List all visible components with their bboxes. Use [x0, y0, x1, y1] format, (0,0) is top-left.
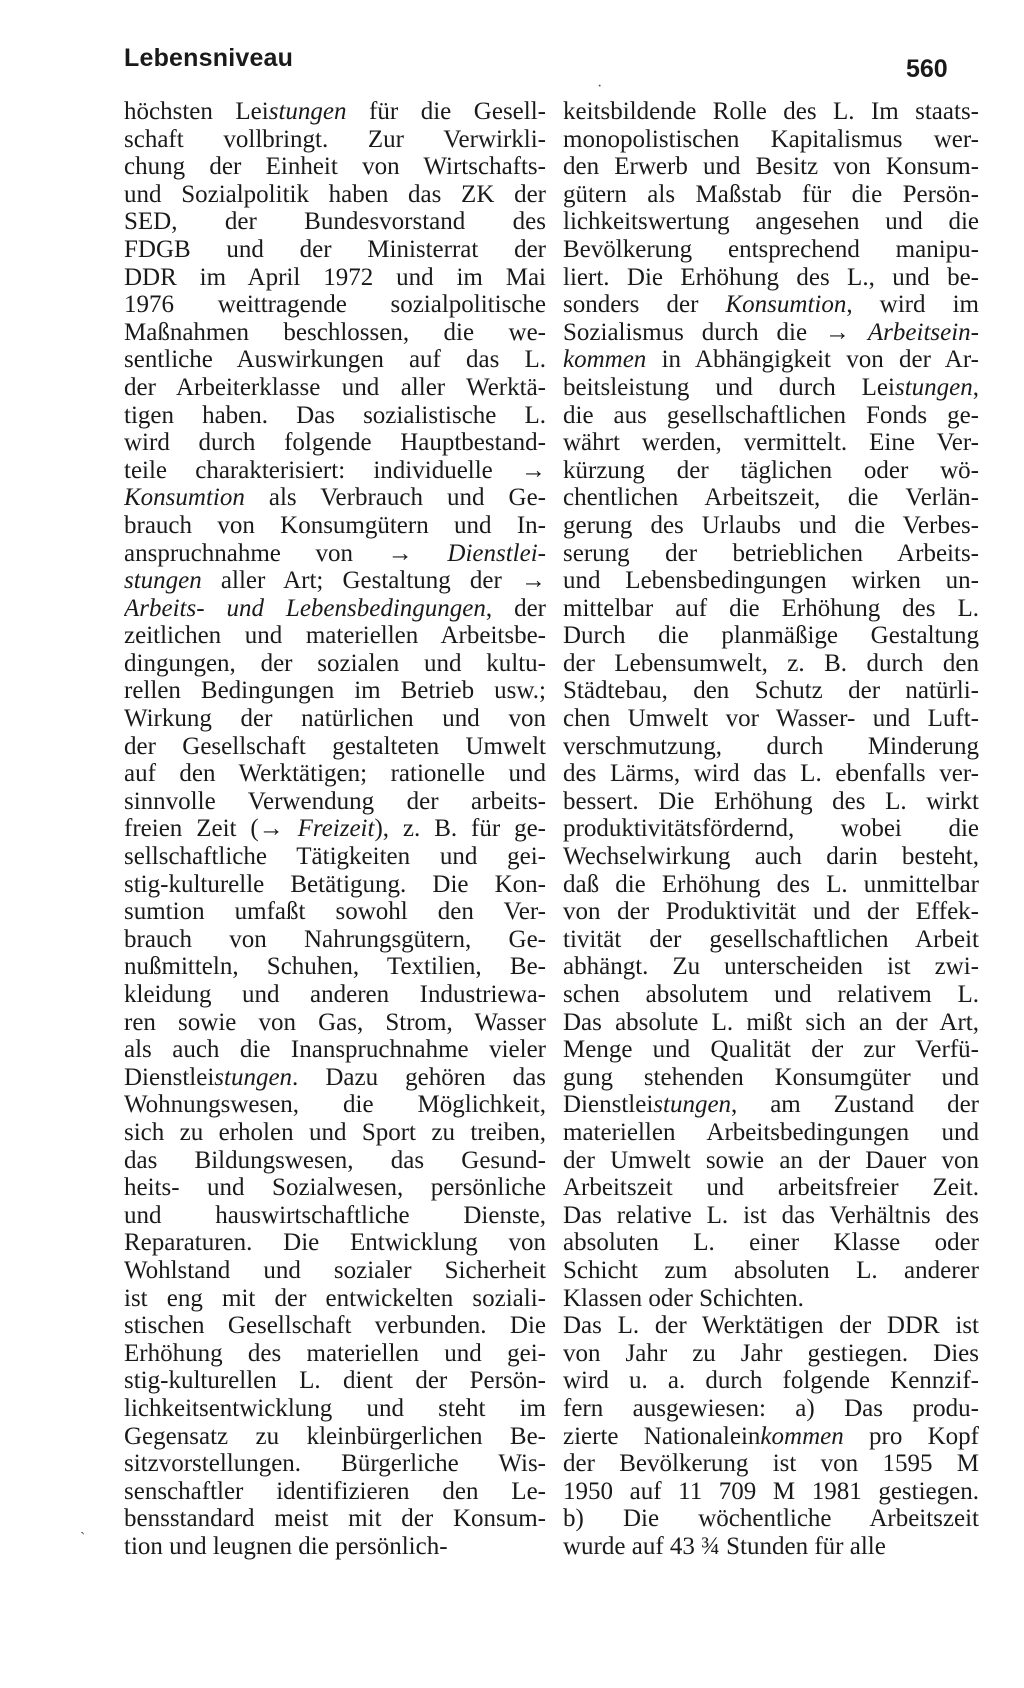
text-line: Arbeits- und Lebensbedingungen, der: [124, 594, 546, 622]
text-line: verschmutzung, durch Minderung: [563, 732, 979, 760]
text-line: bessert. Die Erhöhung des L. wirkt: [563, 787, 979, 815]
text-line: absoluten L. einer Klasse oder: [563, 1229, 979, 1257]
text-line: senschaftler identifizieren den Le-: [124, 1477, 546, 1505]
text-line: Wechselwirkung auch darin besteht,: [563, 843, 979, 871]
text-line: tion und leugnen die persönlich-: [124, 1532, 448, 1560]
text-line: Klassen oder Schichten.: [563, 1284, 804, 1312]
text-line: beitsleistung und durch Leistungen,: [563, 373, 979, 401]
text-line: Reparaturen. Die Entwicklung von: [124, 1229, 546, 1257]
page-number: 560: [906, 55, 948, 83]
text-line: wird durch folgende Hauptbestand-: [124, 429, 546, 457]
margin-tick: ˋ: [80, 1530, 86, 1547]
text-line: freien Zeit (→ Freizeit), z. B. für ge-: [124, 815, 546, 843]
text-line: das Bildungswesen, das Gesund-: [124, 1146, 546, 1174]
text-line: Dienstleistungen. Dazu gehören das: [124, 1063, 546, 1091]
text-line: stig-kulturellen L. dient der Persön-: [124, 1367, 546, 1395]
text-line: chung der Einheit von Wirtschafts-: [124, 153, 546, 181]
text-line: Konsumtion als Verbrauch und Ge-: [124, 484, 546, 512]
text-line: brauch von Konsumgütern und In-: [124, 511, 546, 539]
text-line: Das absolute L. mißt sich an der Art,: [563, 1008, 979, 1036]
text-line: mittelbar auf die Erhöhung des L.: [563, 594, 979, 622]
text-line: gütern als Maßstab für die Persön-: [563, 180, 979, 208]
text-line: Städtebau, den Schutz der natürli-: [563, 677, 979, 705]
text-line: wird u. a. durch folgende Kennzif-: [563, 1367, 979, 1395]
text-line: als auch die Inanspruchnahme vieler: [124, 1036, 546, 1064]
text-line: heits- und Sozialwesen, persönliche: [124, 1174, 546, 1202]
text-line: schaft vollbringt. Zur Verwirkli-: [124, 125, 546, 153]
text-line: serung der betrieblichen Arbeits-: [563, 539, 979, 567]
text-line: der Gesellschaft gestalteten Umwelt: [124, 732, 546, 760]
text-line: Durch die planmäßige Gestaltung: [563, 622, 979, 650]
text-line: und Sozialpolitik haben das ZK der: [124, 180, 546, 208]
text-line: Menge und Qualität der zur Verfü-: [563, 1036, 979, 1064]
text-line: schen absolutem und relativem L.: [563, 981, 979, 1008]
text-line: gung stehenden Konsumgüter und: [563, 1063, 979, 1091]
text-line: kommen in Abhängigkeit von der Ar-: [563, 346, 979, 374]
text-line: kürzung der täglichen oder wö-: [563, 456, 979, 484]
text-line: kleidung und anderen Industriewa-: [124, 981, 546, 1008]
text-line: sonders der Konsumtion, wird im: [563, 291, 979, 319]
text-line: Wirkung der natürlichen und von: [124, 705, 546, 733]
text-line: Maßnahmen beschlossen, die we-: [124, 318, 546, 346]
text-line: von der Produktivität und der Effek-: [563, 898, 979, 926]
text-line: gerung des Urlaubs und die Verbes-: [563, 511, 979, 539]
text-line: sinnvolle Verwendung der arbeits-: [124, 787, 546, 815]
text-line: brauch von Nahrungsgütern, Ge-: [124, 925, 546, 953]
text-line: sumtion umfaßt sowohl den Ver-: [124, 898, 546, 926]
text-line: höchsten Leistungen für die Gesell-: [124, 98, 546, 125]
text-line: 1950 auf 11 709 M 1981 gestiegen.: [563, 1477, 979, 1505]
text-line: sitzvorstellungen. Bürgerliche Wis-: [124, 1450, 546, 1478]
text-line: währt werden, vermittelt. Eine Ver-: [563, 429, 979, 457]
margin-dot: ·: [597, 78, 603, 95]
text-line: des Lärms, wird das L. ebenfalls ver-: [563, 760, 979, 788]
text-line: Erhöhung des materiellen und gei-: [124, 1339, 546, 1367]
text-line: lichkeitswertung angesehen und die: [563, 208, 979, 236]
text-line: nußmitteln, Schuhen, Textilien, Be-: [124, 953, 546, 981]
text-line: bensstandard meist mit der Konsum-: [124, 1505, 546, 1533]
text-line: keitsbildende Rolle des L. Im staats-: [563, 98, 979, 125]
text-line: FDGB und der Ministerrat der: [124, 235, 546, 263]
text-line: abhängt. Zu unterscheiden ist zwi-: [563, 953, 979, 981]
text-line: den Erwerb und Besitz von Konsum-: [563, 153, 979, 181]
text-line: tigen haben. Das sozialistische L.: [124, 401, 546, 429]
text-line: Sozialismus durch die → Arbeitsein-: [563, 318, 979, 346]
text-line: der Bevölkerung ist von 1595 M: [563, 1450, 979, 1478]
text-line: und Lebensbedingungen wirken un-: [563, 567, 979, 595]
text-line: von Jahr zu Jahr gestiegen. Dies: [563, 1339, 979, 1367]
text-line: b) Die wöchentliche Arbeitszeit: [563, 1505, 979, 1533]
running-head: Lebensniveau: [124, 44, 294, 72]
text-line: Arbeitszeit und arbeitsfreier Zeit.: [563, 1174, 979, 1202]
right-text-column: [563, 98, 979, 1560]
text-line: anspruchnahme von → Dienstlei-: [124, 539, 546, 567]
text-line: sentliche Auswirkungen auf das L.: [124, 346, 546, 374]
left-text-column: [124, 98, 546, 1560]
text-line: produktivitätsfördernd, wobei die: [563, 815, 979, 843]
text-line: sich zu erholen und Sport zu treiben,: [124, 1118, 546, 1146]
text-line: chen Umwelt vor Wasser- und Luft-: [563, 705, 979, 733]
text-line: lichkeitsentwicklung und steht im: [124, 1394, 546, 1422]
text-line: teile charakterisiert: individuelle →: [124, 456, 546, 484]
text-line: daß die Erhöhung des L. unmittelbar: [563, 870, 979, 898]
text-line: und hauswirtschaftliche Dienste,: [124, 1201, 546, 1229]
text-line: stig-kulturelle Betätigung. Die Kon-: [124, 870, 546, 898]
text-line: der Lebensumwelt, z. B. durch den: [563, 649, 979, 677]
text-line: DDR im April 1972 und im Mai: [124, 263, 546, 291]
text-line: Schicht zum absoluten L. anderer: [563, 1256, 979, 1284]
text-line: stischen Gesellschaft verbunden. Die: [124, 1312, 546, 1340]
text-line: Das L. der Werktätigen der DDR ist: [563, 1312, 979, 1340]
text-line: Bevölkerung entsprechend manipu-: [563, 235, 979, 263]
text-line: Wohlstand und sozialer Sicherheit: [124, 1256, 546, 1284]
text-line: zeitlichen und materiellen Arbeitsbe-: [124, 622, 546, 650]
text-line: chentlichen Arbeitszeit, die Verlän-: [563, 484, 979, 512]
text-line: die aus gesellschaftlichen Fonds ge-: [563, 401, 979, 429]
text-line: sellschaftliche Tätigkeiten und gei-: [124, 843, 546, 871]
text-line: zierte Nationaleinkommen pro Kopf: [563, 1422, 979, 1450]
text-line: wurde auf 43 ¾ Stunden für alle: [563, 1532, 886, 1560]
text-line: rellen Bedingungen im Betrieb usw.;: [124, 677, 546, 705]
text-line: dingungen, der sozialen und kultu-: [124, 649, 546, 677]
text-line: materiellen Arbeitsbedingungen und: [563, 1118, 979, 1146]
text-line: tivität der gesellschaftlichen Arbeit: [563, 925, 979, 953]
text-line: 1976 weittragende sozialpolitische: [124, 291, 546, 319]
text-line: ist eng mit der entwickelten soziali-: [124, 1284, 546, 1312]
text-line: stungen aller Art; Gestaltung der →: [124, 567, 546, 595]
text-line: der Umwelt sowie an der Dauer von: [563, 1146, 979, 1174]
text-line: Das relative L. ist das Verhältnis des: [563, 1201, 979, 1229]
text-line: monopolistischen Kapitalismus wer-: [563, 125, 979, 153]
text-line: fern ausgewiesen: a) Das produ-: [563, 1394, 979, 1422]
text-line: der Arbeiterklasse und aller Werktä-: [124, 373, 546, 401]
text-line: Wohnungswesen, die Möglichkeit,: [124, 1091, 546, 1119]
text-line: ren sowie von Gas, Strom, Wasser: [124, 1008, 546, 1036]
text-line: Gegensatz zu kleinbürgerlichen Be-: [124, 1422, 546, 1450]
text-line: Dienstleistungen, am Zustand der: [563, 1091, 979, 1119]
text-line: liert. Die Erhöhung des L., und be-: [563, 263, 979, 291]
text-line: auf den Werktätigen; rationelle und: [124, 760, 546, 788]
text-line: SED, der Bundesvorstand des: [124, 208, 546, 236]
